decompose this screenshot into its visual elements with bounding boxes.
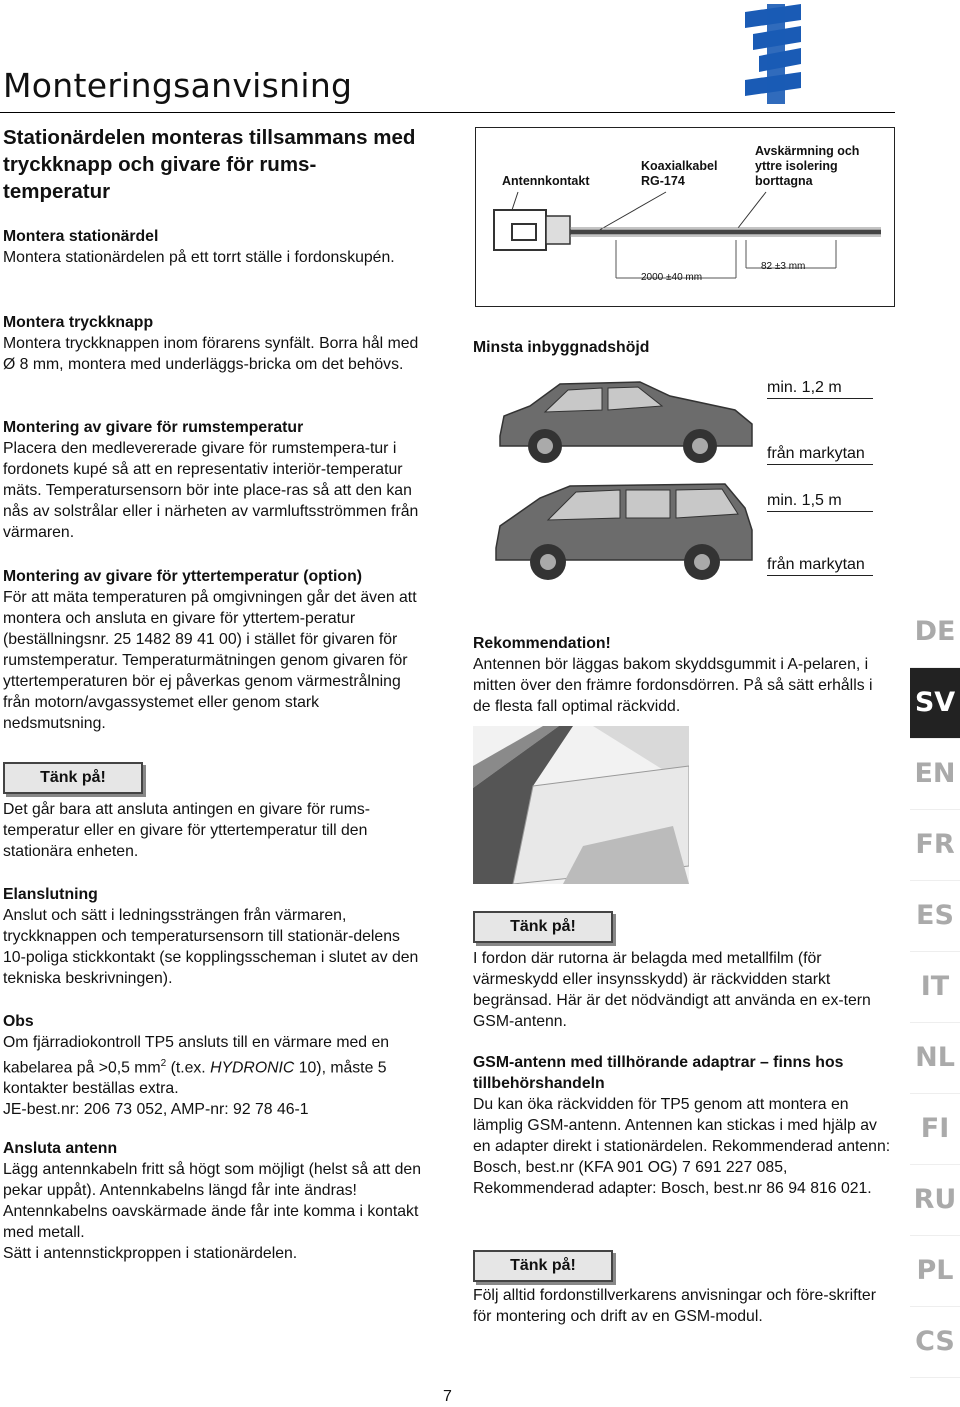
label-antenna-connector: Antennkontakt	[502, 174, 590, 188]
label-coax-cable: Koaxialkabel RG-174	[641, 159, 718, 188]
tab-lang-pl[interactable]: PL	[910, 1236, 960, 1307]
section-heading: Montera stationärdel	[3, 228, 159, 245]
section-recommendation	[473, 633, 893, 717]
section-body: Montera stationärdelen på ett torrt ställe i fordonskupén.	[3, 249, 395, 266]
section-obs	[3, 1011, 423, 1120]
section-body: Lägg antennkabeln fritt så högt som möjligt (helst så att den pekar uppåt). Antennkabelns längd får inte ändras! Antennkabelns oavskärmade ände får inte komma i kontakt med metall.	[3, 1161, 421, 1241]
dimension-cable-length: 2000 ±40 mm	[641, 272, 703, 283]
section-body: Anslut och sätt i ledningssträngen från värmaren, tryckknappen och temperatursensorn till stationär-delens 10-poliga stickkontakt (se kopplingsscheman i slutet av den tekniska beskrivningen).	[3, 907, 419, 987]
eberspaecher-logo-icon	[745, 4, 801, 104]
note-body-1	[3, 799, 423, 862]
note-body-3	[473, 1285, 893, 1327]
label-shield-removed: Avskärmning och yttre isolering borttagna	[755, 144, 860, 188]
section-outside-temp-sensor	[3, 566, 423, 734]
tab-lang-en[interactable]: EN	[910, 739, 960, 810]
tab-lang-cs[interactable]: CS	[910, 1307, 960, 1378]
car1-ground-ref: från markytan	[767, 445, 865, 462]
page-number: 7	[443, 1388, 452, 1405]
note-body-2	[473, 948, 893, 1032]
note-label-3: Tänk på!	[473, 1250, 613, 1282]
car1-ground-line	[767, 464, 873, 465]
section-heading: Montering av givare för rumstemperatur	[3, 419, 304, 436]
minivan-car-icon	[490, 478, 760, 583]
note-text: Följ alltid fordonstillverkarens anvisningar och före-skrifter för montering och drift av en GSM-modul.	[473, 1287, 876, 1325]
note-text: I fordon där rutorna är belagda med metallfilm (för värmeskydd eller insynsskydd) är räckvidden starkt begränsad. Här är det nödvändigt att använda en ex-tern GSM-antenn.	[473, 950, 871, 1030]
order-numbers: JE-best.nr: 206 73 052, AMP-nr: 92 78 46-1	[3, 1101, 309, 1119]
section-body: Placera den medlevererade givare för rumstempera-tur i fordonets kupé så att en representativ interiör-temperatur mäts. Temperatursensorn bör inte place-ras så att den kan nås av solstrålar eller i närheten av varmluftsströmmen från värmaren.	[3, 440, 419, 541]
car2-ground-ref: från markytan	[767, 556, 865, 573]
intro-heading: Stationärdelen monteras tillsammans med tryckknapp och givare för rums-temperatur	[3, 126, 416, 203]
car2-ground-line	[767, 575, 873, 576]
hatchback-car-icon	[490, 376, 760, 466]
section-antenna	[3, 1138, 423, 1264]
note-label-2: Tänk på!	[473, 911, 613, 943]
dimension-strip-length: 82 ±3 mm	[761, 261, 806, 272]
section-electrical	[3, 884, 423, 989]
title-divider	[0, 112, 895, 113]
section-body: Du kan öka räckvidden för TP5 genom att montera en lämplig GSM-antenn. Antennen kan stickas i med hjälp av en adapter direkt i stationärdelen. Rekommenderad antenn: Bosch, best.nr (KFA 901 OG) 7 691 227 085, Rekommenderad adapter: Bosch, best.nr 86 94 816 021.	[473, 1096, 891, 1197]
section-heading: Rekommendation!	[473, 635, 611, 652]
intro-heading-block	[3, 124, 423, 205]
note-text: Det går bara att ansluta antingen en givare för rums-temperatur eller en givare för yttertemperatur till den stationära enheten.	[3, 801, 371, 860]
section-room-temp-sensor	[3, 417, 423, 543]
tab-lang-de[interactable]: DE	[910, 597, 960, 668]
section-body: För att mäta temperaturen på omgivningen går det även att montera och ansluta en givare för yttertem-peratur (beställningsnr. 25 1482 89 41 00) i stället för givaren för rumstemperatur. Temperaturmätningen genom givaren för yttertemperaturen bör ej påverkas genom värmestrålning från motorn/avgassystemet eller genom stark nedsmutsning.	[3, 589, 417, 732]
tab-lang-ru[interactable]: RU	[910, 1165, 960, 1236]
language-tabs	[910, 597, 960, 1378]
section-body: Montera tryckknappen inom förarens synfält. Borra hål med Ø 8 mm, montera med underläggs-bricka om det behövs.	[3, 335, 419, 373]
tab-lang-nl[interactable]: NL	[910, 1023, 960, 1094]
section-stationary-unit	[3, 226, 423, 268]
section-body: Antennen bör läggas bakom skyddsgummit i A-pelaren, i mitten över den främre fordonsdörren. På så sätt erhålls i de flesta fall optimal räckvidd.	[473, 656, 873, 715]
tab-lang-it[interactable]: IT	[910, 952, 960, 1023]
section-body-2: Sätt i antennstickproppen i stationärdelen.	[3, 1245, 298, 1262]
section-body: Om fjärradiokontroll TP5 ansluts till en värmare med en kabelarea på >0,5 $mm^2$ (t.ex. HYDRONIC 10), måste 5 kontakter beställas extra.	[3, 1034, 390, 1098]
cable-diagram	[475, 127, 895, 307]
car2-min-height: min. 1,5 m	[767, 492, 842, 509]
section-heading: Montering av givare för yttertemperatur (option)	[3, 568, 362, 585]
tab-lang-fr[interactable]: FR	[910, 810, 960, 881]
tab-lang-es[interactable]: ES	[910, 881, 960, 952]
height-heading: Minsta inbyggnadshöjd	[473, 339, 650, 356]
section-gsm-antenna	[473, 1052, 893, 1199]
note-label-1: Tänk på!	[3, 762, 143, 794]
page-title: Monteringsanvisning	[3, 66, 353, 105]
section-push-button	[3, 312, 423, 375]
car2-height-line	[767, 511, 873, 512]
section-heading: GSM-antenn med tillhörande adaptrar – finns hos tillbehörshandeln	[473, 1054, 844, 1092]
tab-lang-sv[interactable]: SV	[910, 668, 960, 739]
car1-min-height: min. 1,2 m	[767, 379, 842, 396]
section-heading: Ansluta antenn	[3, 1140, 118, 1157]
section-heading: Obs	[3, 1013, 34, 1030]
car1-height-line	[767, 398, 873, 399]
a-pillar-photo	[473, 726, 689, 884]
section-heading: Montera tryckknapp	[3, 314, 154, 331]
tab-lang-fi[interactable]: FI	[910, 1094, 960, 1165]
section-heading: Elanslutning	[3, 886, 98, 903]
